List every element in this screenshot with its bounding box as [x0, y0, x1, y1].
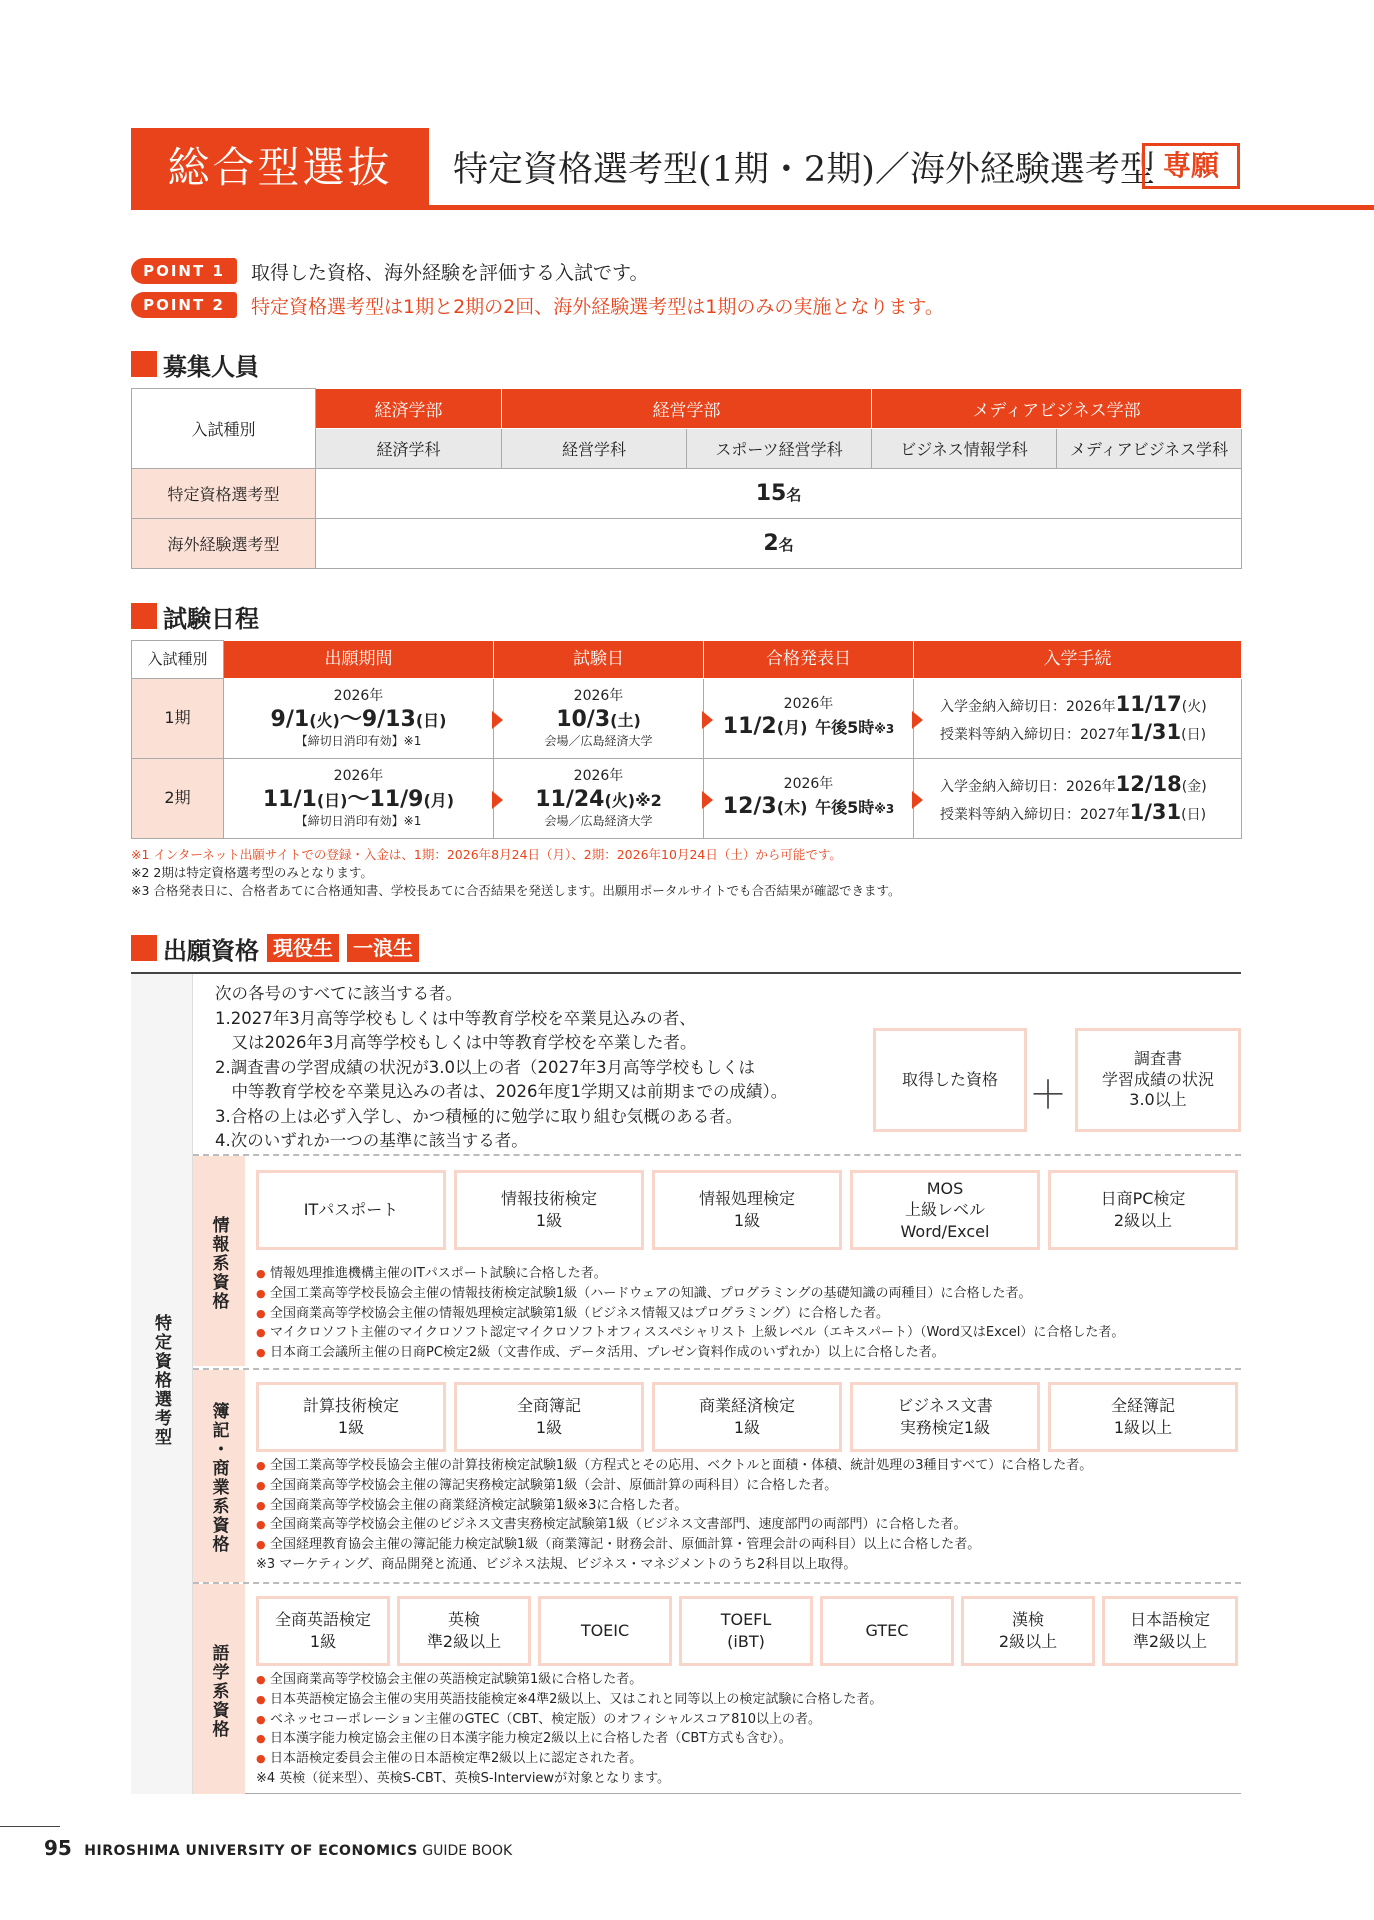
box-line: 商業経済検定 — [698, 1396, 795, 1416]
box-line: 1級以上 — [1113, 1418, 1173, 1437]
box-line: 情報処理検定 — [698, 1189, 795, 1209]
category-label-it — [193, 1156, 245, 1366]
type-label: 海外経験選考型 — [132, 519, 316, 569]
year: 2026年 — [573, 688, 624, 705]
date-from: 11/1 — [262, 786, 317, 812]
weekday: (火) — [1181, 699, 1207, 716]
dashed-divider — [193, 1582, 1241, 1584]
category-note: ※3 マーケティング、商品開発と流通、ビジネス法規、ビジネス・マネジメントのうち2科目以上取得。 — [256, 1556, 857, 1572]
enrollment-procedure-cell — [914, 679, 1242, 759]
formula-line: 3.0以上 — [1129, 1090, 1187, 1110]
eligibility-chip: 現役生 — [267, 934, 339, 962]
box-line: 1級 — [733, 1211, 761, 1230]
dept-cell: 経営学科 — [502, 429, 687, 469]
footer-suffix: GUIDE BOOK — [422, 1843, 513, 1859]
deadline-date: 1/31 — [1129, 719, 1182, 744]
footer — [44, 1836, 512, 1860]
qualification-box — [256, 1382, 446, 1452]
box-line: ビジネス文書 — [897, 1396, 993, 1416]
list-item: ● ベネッセコーポレーション主催のGTEC（CBT、検定版）のオフィシャルスコア810以上の者。 — [256, 1710, 882, 1730]
weekday: (土) — [610, 710, 641, 730]
result-date-cell — [704, 679, 914, 759]
formula-grade-report — [1075, 1028, 1241, 1132]
weekday: (日) — [415, 710, 447, 730]
point-1 — [131, 258, 648, 284]
box-line: TOEFL — [720, 1610, 772, 1630]
box-line: 準2級以上 — [426, 1632, 502, 1651]
date: 11/24 — [535, 786, 605, 812]
qualification-box — [397, 1596, 531, 1666]
intro-line: 次の各号のすべてに該当する者。 — [215, 984, 463, 1003]
category-label-language — [193, 1584, 245, 1794]
footnote: ※2 2期は特定資格選考型のみとなります。 — [131, 865, 373, 880]
date-to: 9/13 — [361, 706, 416, 732]
point-2-tag: POINT 2 — [131, 292, 237, 318]
count-unit: 名 — [778, 536, 794, 554]
eligibility-intro — [215, 982, 787, 1154]
recruit-table — [131, 388, 1242, 569]
box-line: 1級 — [535, 1418, 563, 1437]
date: 10/3 — [556, 706, 611, 732]
qualification-panel — [131, 972, 1241, 1794]
time: 午後5時 — [815, 798, 875, 818]
intro-line: 中等教育学校を卒業見込みの者は、2026年度1学期又は前期までの成績）。 — [215, 1082, 788, 1101]
venue: 会場／広島経済大学 — [544, 734, 653, 749]
footnote-mark: ※1 — [403, 734, 422, 749]
separator: 〜 — [339, 706, 362, 732]
arrow-right-icon — [912, 711, 923, 729]
side-label: 特定資格選考型 — [151, 1314, 171, 1447]
list-item: ● 全国経理教育協会主催の簿記能力検定試験1級（商業簿記・財務会計、原価計算・管理会計の両科目）以上に合格した者。 — [256, 1535, 1092, 1555]
count-cell — [316, 469, 1242, 519]
section-marker — [131, 935, 157, 961]
year: 2026年 — [783, 696, 834, 713]
arrow-right-icon — [702, 791, 713, 809]
criteria-list — [256, 1264, 1124, 1363]
year: 2026年 — [573, 768, 624, 785]
weekday: (日) — [316, 790, 348, 810]
table-row — [132, 679, 1242, 759]
arrow-right-icon — [492, 711, 503, 729]
schedule-section-title — [131, 602, 259, 633]
intro-line: 3.合格の上は必ず入学し、かつ積極的に勉学に取り組む気概のある者。 — [215, 1106, 743, 1126]
criteria-list — [256, 1456, 1092, 1575]
footnote-mark: ※2 — [635, 790, 662, 810]
box-line: 全商簿記 — [516, 1396, 581, 1416]
table-row — [132, 759, 1242, 839]
box-line: Word/Excel — [900, 1221, 990, 1241]
deadline-label: 入学金納入締切日：2026年 — [940, 779, 1116, 796]
section-label: 出願資格 — [163, 936, 259, 965]
dept-cell: スポーツ経営学科 — [687, 429, 872, 469]
box-line: ITパスポート — [303, 1200, 399, 1220]
dept-cell: メディアビジネス学科 — [1057, 429, 1242, 469]
footer-rule — [0, 1826, 60, 1827]
date: 12/3 — [722, 794, 777, 820]
intro-line: 又は2026年3月高等学校もしくは中等教育学校を卒業した者。 — [215, 1033, 697, 1052]
page-number: 95 — [44, 1836, 72, 1860]
date: 11/2 — [722, 714, 777, 740]
list-item: ● 全国商業高等学校協会主催のビジネス文書実務検定試験第1級（ビジネス文書部門、速度部門の両部門）に合格した者。 — [256, 1515, 1092, 1535]
qualification-box — [961, 1596, 1095, 1666]
plus-icon: ＋ — [1029, 1073, 1068, 1117]
col-header: 入学手続 — [914, 641, 1242, 679]
section-label: 募集人員 — [163, 352, 259, 381]
list-item: ● 全国商業高等学校協会主催の商業経済検定試験第1級※3に合格した者。 — [256, 1496, 1092, 1516]
point-2-text: 特定資格選考型は1期と2期の2回、海外経験選考型は1期のみの実施となります。 — [251, 295, 944, 318]
box-line: 計算技術検定 — [302, 1396, 399, 1416]
qualification-box — [256, 1170, 446, 1250]
category-label-bookkeeping — [193, 1370, 245, 1582]
box-line: 英検 — [447, 1610, 480, 1630]
intro-line: 1.2027年3月高等学校もしくは中等教育学校を卒業見込みの者、 — [215, 1008, 696, 1028]
box-line: 上級レベル — [904, 1200, 985, 1220]
schedule-table — [131, 640, 1242, 839]
weekday: (火) — [604, 790, 636, 810]
list-item: ● 日本英語検定協会主催の実用英語技能検定※4準2級以上、又はこれと同等以上の検定試験に合格した者。 — [256, 1690, 882, 1710]
category-note: ※4 英検（従来型）、英検S-CBT、英検S-Interviewが対象となります。 — [256, 1770, 671, 1786]
header-rule — [131, 205, 1374, 210]
intro-line: 4.次のいずれか一つの基準に該当する者。 — [215, 1131, 528, 1150]
deadline-date: 1/31 — [1129, 799, 1182, 824]
box-line: 漢検 — [1011, 1610, 1044, 1630]
list-item: ● マイクロソフト主催のマイクロソフト認定マイクロソフトオフィススペシャリスト 上級レベル（エキスパート）（Word又はExcel）に合格した者。 — [256, 1323, 1124, 1343]
deadline-label: 授業料等納入締切日：2027年 — [940, 726, 1130, 743]
dept-cell: 経済学科 — [316, 429, 502, 469]
box-line: 1級 — [337, 1418, 365, 1437]
weekday: (火) — [309, 710, 340, 730]
date-to: 11/9 — [369, 786, 424, 812]
intro-line: 2.調査書の学習成績の状況が3.0以上の者（2027年3月高等学校もしくは — [215, 1057, 755, 1077]
qualification-box — [850, 1382, 1040, 1452]
box-line: 2級以上 — [998, 1632, 1058, 1651]
side-label-column — [131, 974, 193, 1794]
box-line: (iBT) — [727, 1632, 765, 1651]
schedule-footnotes — [131, 846, 901, 900]
col-header: 入試種別 — [132, 641, 224, 679]
qualification-section-title — [131, 934, 419, 965]
year: 2026年 — [333, 768, 384, 785]
postmark-note: 【締切日消印有効】 — [295, 734, 404, 749]
dashed-divider — [193, 1154, 1241, 1156]
eligibility-chip: 一浪生 — [347, 934, 419, 962]
separator: 〜 — [347, 786, 370, 812]
box-line: 情報技術検定 — [500, 1189, 597, 1209]
page-header — [131, 128, 1238, 208]
list-item: ● 日本漢字能力検定協会主催の日本漢字能力検定2級以上に合格した者（CBT方式も含む）。 — [256, 1729, 882, 1749]
venue: 会場／広島経済大学 — [544, 814, 653, 829]
box-line: 全商英語検定 — [274, 1610, 371, 1630]
application-period-cell — [224, 759, 494, 839]
enrollment-procedure-cell — [914, 759, 1242, 839]
faculty-economics: 経済学部 — [316, 389, 502, 429]
footnote-mark: ※3 — [874, 722, 895, 737]
category-label: 簿記・商業系資格 — [208, 1402, 229, 1554]
point-2 — [131, 292, 944, 318]
footnote: ※1 インターネット出願サイトでの登録・入金は、1期：2026年8月24日（月）、2期：2026年10月24日（土）から可能です。 — [131, 847, 842, 862]
table-row — [132, 469, 1242, 519]
box-line: 2級以上 — [1113, 1211, 1173, 1230]
list-item: ● 日本商工会議所主催の日商PC検定2級（文書作成、データ活用、プレゼン資料作成のいずれか）以上に合格した者。 — [256, 1343, 1124, 1363]
footnote-mark: ※3 — [874, 802, 895, 817]
col-header: 合格発表日 — [704, 641, 914, 679]
footer-title: HIROSHIMA UNIVERSITY OF ECONOMICS — [84, 1843, 418, 1859]
box-line: 1級 — [309, 1632, 337, 1651]
count-value: 15 — [755, 481, 787, 506]
list-item: ● 全国工業高等学校長協会主催の計算技術検定試験1級（方程式とその応用、ベクトルと面積・体積、統計処理の3種目すべて）に合格した者。 — [256, 1456, 1092, 1476]
page-title: 特定資格選考型(1期・2期)／海外経験選考型 — [453, 150, 1155, 190]
box-line: 全経簿記 — [1110, 1396, 1175, 1416]
qualification-box — [1102, 1596, 1238, 1666]
date-from: 9/1 — [270, 706, 310, 732]
type-label: 特定資格選考型 — [132, 469, 316, 519]
formula-line: 学習成績の状況 — [1101, 1069, 1214, 1089]
deadline-label: 授業料等納入締切日：2027年 — [940, 806, 1130, 823]
arrow-right-icon — [702, 711, 713, 729]
weekday: (金) — [1181, 779, 1207, 796]
category-label: 総合型選抜 — [131, 128, 429, 208]
box-line: GTEC — [865, 1621, 909, 1641]
footnote: ※3 合格発表日に、合格者あてに合格通知書、学校長あてに合否結果を発送します。出願用ポータルサイトでも合否結果が確認できます。 — [131, 883, 901, 898]
count-value: 2 — [763, 531, 779, 556]
qualification-box — [538, 1596, 672, 1666]
term-label: 2期 — [132, 759, 224, 839]
postmark-note: 【締切日消印有効】 — [295, 814, 404, 829]
weekday: (木) — [776, 798, 808, 818]
list-item: ● 情報処理推進機構主催のITパスポート試験に合格した者。 — [256, 1264, 1124, 1284]
box-line: 準2級以上 — [1132, 1632, 1208, 1651]
dashed-divider — [193, 1368, 1241, 1370]
table-row — [132, 519, 1242, 569]
deadline-date: 11/17 — [1115, 692, 1182, 717]
count-unit: 名 — [786, 486, 802, 504]
list-item: ● 全国商業高等学校協会主催の英語検定試験第1級に合格した者。 — [256, 1670, 882, 1690]
qualification-box — [1048, 1382, 1238, 1452]
weekday: (日) — [1181, 806, 1207, 823]
year: 2026年 — [333, 688, 384, 705]
box-line: 1級 — [733, 1418, 761, 1437]
exam-date-cell — [494, 679, 704, 759]
weekday: (日) — [1181, 726, 1207, 743]
weekday: (月) — [776, 718, 808, 738]
category-label: 情報系資格 — [208, 1216, 229, 1311]
qualification-box — [652, 1170, 842, 1250]
qualification-box — [820, 1596, 954, 1666]
qualification-box — [679, 1596, 813, 1666]
box-line: MOS — [926, 1178, 964, 1198]
qualification-box — [454, 1382, 644, 1452]
category-label: 語学系資格 — [208, 1644, 229, 1739]
deadline-date: 12/18 — [1115, 772, 1182, 797]
exam-date-cell — [494, 759, 704, 839]
footnote-mark: ※1 — [403, 814, 422, 829]
dept-cell: ビジネス情報学科 — [872, 429, 1057, 469]
row-label-header: 入試種別 — [132, 389, 316, 469]
list-item: ● 全国商業高等学校協会主催の情報処理検定試験第1級（ビジネス情報又はプログラミング）に合格した者。 — [256, 1304, 1124, 1324]
col-header: 試験日 — [494, 641, 704, 679]
time: 午後5時 — [815, 718, 875, 738]
box-line: 日商PC検定 — [1100, 1189, 1186, 1209]
faculty-media-business: メディアビジネス学部 — [872, 389, 1242, 429]
deadline-label: 入学金納入締切日：2026年 — [940, 699, 1116, 716]
application-period-cell — [224, 679, 494, 759]
faculty-management: 経営学部 — [502, 389, 872, 429]
result-date-cell — [704, 759, 914, 839]
box-line: 1級 — [535, 1211, 563, 1230]
exclusive-badge: 専願 — [1142, 143, 1240, 189]
box-line: 実務検定1級 — [899, 1418, 991, 1437]
box-line: TOEIC — [580, 1621, 630, 1641]
point-1-tag: POINT 1 — [131, 258, 237, 284]
recruit-section-title — [131, 350, 259, 381]
section-label: 試験日程 — [163, 604, 259, 633]
formula-qualification: 取得した資格 — [873, 1028, 1027, 1132]
qualification-box — [1048, 1170, 1238, 1250]
list-item: ● 全国商業高等学校協会主催の簿記実務検定試験第1級（会計、原価計算の両科目）に合格した者。 — [256, 1476, 1092, 1496]
year: 2026年 — [783, 776, 834, 793]
formula-line: 調査書 — [1133, 1048, 1182, 1068]
term-label: 1期 — [132, 679, 224, 759]
arrow-right-icon — [912, 791, 923, 809]
qualification-box — [652, 1382, 842, 1452]
qualification-box — [850, 1170, 1040, 1250]
count-cell — [316, 519, 1242, 569]
list-item: ● 全国工業高等学校長協会主催の情報技術検定試験1級（ハードウェアの知識、プログラミングの基礎知識の両種目）に合格した者。 — [256, 1284, 1124, 1304]
box-line: 日本語検定 — [1129, 1610, 1210, 1630]
arrow-right-icon — [492, 791, 503, 809]
col-header: 出願期間 — [224, 641, 494, 679]
section-marker — [131, 603, 157, 629]
weekday: (月) — [423, 790, 455, 810]
qualification-box — [256, 1596, 390, 1666]
section-marker — [131, 351, 157, 377]
point-1-text: 取得した資格、海外経験を評価する入試です。 — [251, 261, 649, 284]
qualification-box — [454, 1170, 644, 1250]
list-item: ● 日本語検定委員会主催の日本語検定準2級以上に認定された者。 — [256, 1749, 882, 1769]
criteria-list — [256, 1670, 882, 1789]
